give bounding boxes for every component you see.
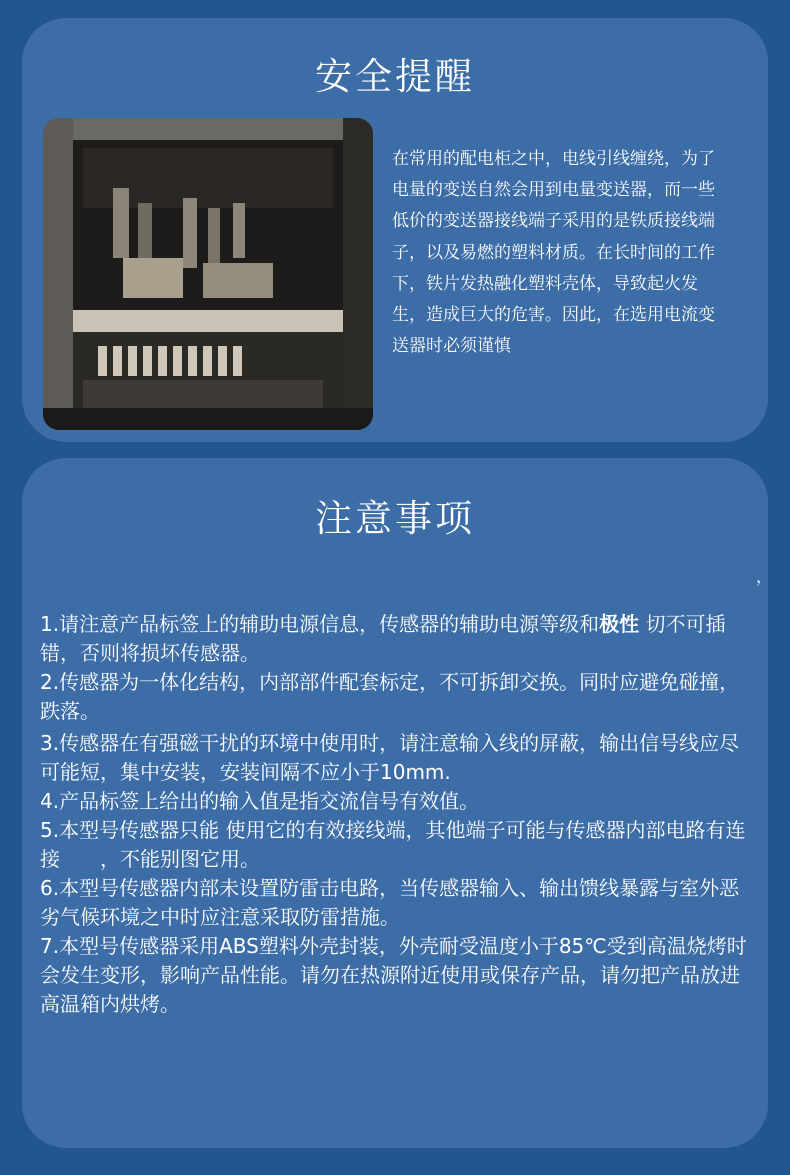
safety-paragraph: 在常用的配电柜之中，电线引线缠绕，为了电量的变送自然会用到电量变送器，而一些低价的变送器接线端子采用的是铁质接线端子，以及易燃的塑料材质。在长时间的工作下，铁片发热融化塑料壳体，导致起火发生，造成巨大的危害。因此，在选用电流变送器时必须谨慎 [392,149,715,357]
notes-title: 注意事项 [315,497,475,540]
note-item-7: 7.本型号传感器采用ABS塑料外壳封装，外壳耐受温度小于85℃受到高温烧烤时会发生变形，影响产品性能。请勿在热源附近使用或保存产品，请勿把产品放进高温箱内烘烤。 [40,934,747,1016]
note-item-6: 6.本型号传感器内部未设置防雷击电路，当传感器输入、输出馈线暴露与室外恶劣气候环境之中时应注意采取防雷措施。 [40,876,740,929]
note-item-3: 3.传感器在有强磁干扰的环境中使用时，请注意输入线的屏蔽，输出信号线应尽可能短，集中安装，安装间隔不应小于10mm. [40,731,740,784]
safety-card [22,18,768,442]
stray-comma: ， [756,567,773,586]
note-item-2: 2.传感器为一体化结构，内部部件配套标定，不可拆卸交换。同时应避免碰撞，跌落。 [40,670,740,723]
note-item-1: 1.请注意产品标签上的辅助电源信息，传感器的辅助电源等级和极性 切不可插错，否则将损坏传感器。 [40,612,726,665]
burned-cabinet-image [43,118,373,430]
notes-list [40,610,750,1019]
notes-card [22,458,773,1148]
note-item-4: 4.产品标签上给出的输入值是指交流信号有效值。 [40,789,480,813]
safety-title: 安全提醒 [315,55,475,98]
note-item-5: 5.本型号传感器只能 使用它的有效接线端，其他端子可能与传感器内部电路有连接 ，不能别图它用。 [40,818,746,871]
